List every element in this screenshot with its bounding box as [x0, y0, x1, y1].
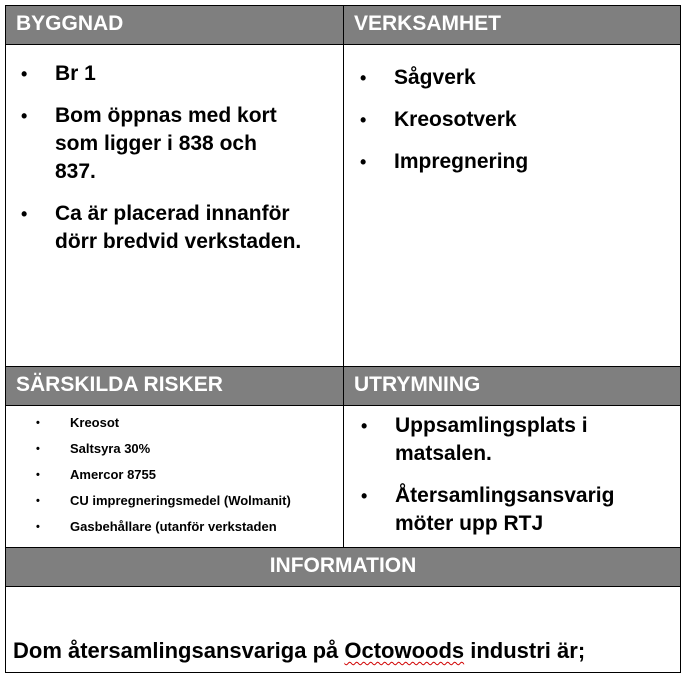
- risker-header: SÄRSKILDA RISKER: [5, 366, 344, 406]
- company-name: Octowoods: [344, 638, 465, 663]
- list-item: • Återsamlingsansvarig möter upp RTJ: [359, 482, 655, 538]
- list-item: • CU impregneringsmedel (Wolmanit): [34, 488, 339, 514]
- list-item: • Amercor 8755: [34, 462, 339, 488]
- information-text: [13, 636, 585, 666]
- utrymning-header: UTRYMNING: [343, 366, 681, 406]
- info-text-start: Dom återsamlingsansvariga på: [13, 638, 345, 663]
- column-divider: [343, 5, 344, 548]
- list-item: • Br 1: [19, 60, 329, 88]
- list-item: • Uppsamlingsplats i matsalen.: [359, 412, 635, 468]
- info-text-end: industri är;: [464, 638, 586, 663]
- verksamhet-list: [358, 64, 658, 176]
- list-item: • Sågverk: [358, 64, 658, 92]
- list-item: • Impregnering: [358, 148, 658, 176]
- information-header: INFORMATION: [5, 547, 681, 587]
- list-item: • Saltsyra 30%: [34, 436, 339, 462]
- utrymning-list: [359, 412, 669, 538]
- list-item: • Gasbehållare (utanför verkstaden: [34, 514, 339, 540]
- byggnad-header: BYGGNAD: [5, 5, 344, 45]
- list-item: • Bom öppnas med kort som ligger i 838 och 837.: [19, 102, 295, 186]
- verksamhet-header: VERKSAMHET: [343, 5, 681, 45]
- risker-list: [34, 410, 339, 540]
- byggnad-list: [19, 60, 329, 256]
- list-item: • Ca är placerad innanför dörr bredvid verkstaden.: [19, 200, 315, 256]
- list-item: • Kreosot: [34, 410, 339, 436]
- list-item: • Kreosotverk: [358, 106, 658, 134]
